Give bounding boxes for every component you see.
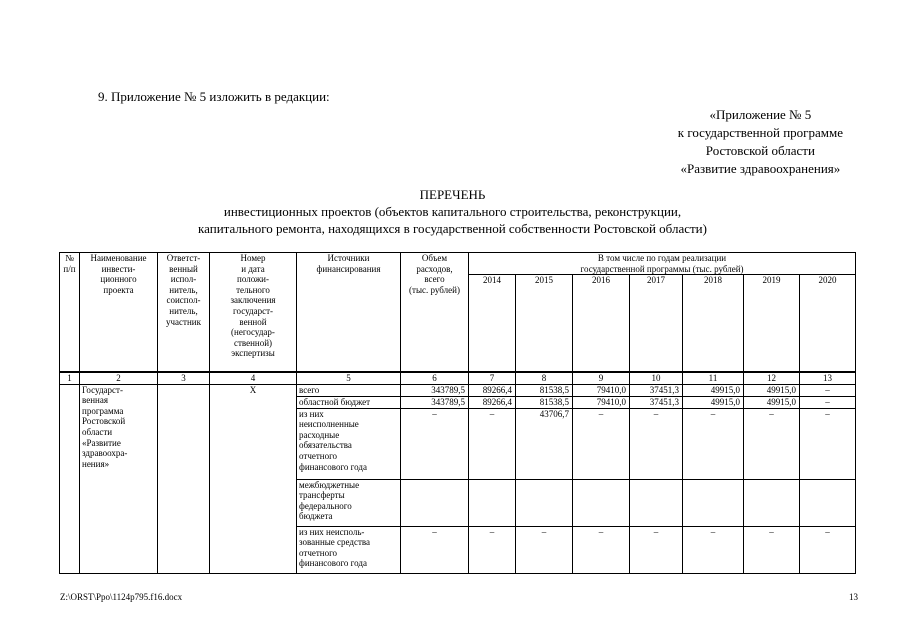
header-sources-text: Источники финансирования <box>316 253 381 274</box>
column-number-cell: 7 <box>469 372 516 384</box>
value-cell: 37451,3 <box>630 384 683 396</box>
header-conclusion-text: Номер и дата положи- тельного заключения государст- венной (негосудар- ственной) экспертизы <box>230 253 276 359</box>
header-responsible <box>158 253 210 373</box>
header-sources <box>297 253 401 373</box>
appendix-line: к государственной программе <box>677 125 843 140</box>
appendix-line: Ростовской области <box>705 143 815 158</box>
document-heading <box>0 186 905 237</box>
value-cell: 89266,4 <box>469 396 516 408</box>
value-cell: – <box>401 526 469 573</box>
value-cell: – <box>683 526 744 573</box>
footer-page-number: 13 <box>849 592 858 602</box>
header-volume-text: Объем расходов, всего (тыс. рублей) <box>409 253 460 295</box>
footer-file-path: Z:\ORST\Ppo\1124p795.f16.docx <box>60 592 183 602</box>
year-header-cell: 2015 <box>516 275 573 372</box>
column-number-cell: 2 <box>80 372 158 384</box>
heading-title: ПЕРЕЧЕНЬ <box>419 187 486 202</box>
table-body <box>60 253 856 574</box>
year-header-cell: 2019 <box>744 275 800 372</box>
header-name-text: Наименование инвести- ционного проекта <box>90 253 147 295</box>
value-cell: 89266,4 <box>469 384 516 396</box>
value-cell: – <box>800 526 856 573</box>
value-cell: 79410,0 <box>573 396 630 408</box>
column-number-cell: 9 <box>573 372 630 384</box>
header-years-caption <box>469 253 856 275</box>
project-responsible-cell <box>158 384 210 573</box>
source-cell: межбюджетные трансферты федерального бюджета <box>297 479 401 526</box>
value-cell: – <box>800 408 856 479</box>
value-cell: 49915,0 <box>683 396 744 408</box>
year-header-cell: 2016 <box>573 275 630 372</box>
column-number-cell: 5 <box>297 372 401 384</box>
header-num-text: № п/п <box>63 253 76 274</box>
heading-line: капитального ремонта, находящихся в государственной собственности Ростовской области) <box>198 221 707 236</box>
value-cell: 81538,5 <box>516 396 573 408</box>
column-number-cell: 3 <box>158 372 210 384</box>
value-cell: – <box>630 408 683 479</box>
value-cell: – <box>573 408 630 479</box>
column-number-cell: 6 <box>401 372 469 384</box>
value-cell: 49915,0 <box>744 396 800 408</box>
value-cell <box>469 479 516 526</box>
column-number-cell: 10 <box>630 372 683 384</box>
value-cell: – <box>800 384 856 396</box>
project-num-cell <box>60 384 80 573</box>
value-cell: – <box>744 526 800 573</box>
appendix-line: «Приложение № 5 <box>709 107 812 122</box>
value-cell <box>401 479 469 526</box>
column-number-row <box>60 372 856 384</box>
value-cell: 343789,5 <box>401 384 469 396</box>
value-cell: 49915,0 <box>683 384 744 396</box>
appendix-caption <box>678 106 843 178</box>
value-cell: – <box>744 408 800 479</box>
header-row <box>60 253 856 275</box>
header-volume <box>401 253 469 373</box>
project-name-cell: Государст- венная программа Ростовской области «Развитие здравоохра- нения» <box>80 384 158 573</box>
project-conclusion-cell: X <box>210 384 297 573</box>
value-cell: – <box>800 396 856 408</box>
value-cell: 343789,5 <box>401 396 469 408</box>
year-header-cell: 2018 <box>683 275 744 372</box>
value-cell: 43706,7 <box>516 408 573 479</box>
value-cell <box>683 479 744 526</box>
value-cell: – <box>516 526 573 573</box>
source-cell: из них неисполь- зованные средства отчетного финансового года <box>297 526 401 573</box>
appendix-line: «Развитие здравоохранения» <box>680 161 841 176</box>
investment-projects-table <box>59 252 856 574</box>
header-years-caption-text: В том числе по годам реализации государственной программы (тыс. рублей) <box>580 253 744 274</box>
year-header-cell: 2017 <box>630 275 683 372</box>
column-number-cell: 1 <box>60 372 80 384</box>
header-conclusion <box>210 253 297 373</box>
year-header-cell: 2014 <box>469 275 516 372</box>
value-cell: – <box>469 526 516 573</box>
heading-line: инвестиционных проектов (объектов капитального строительства, реконструкции, <box>223 204 682 219</box>
column-number-cell: 13 <box>800 372 856 384</box>
year-header-cell: 2020 <box>800 275 856 372</box>
source-cell: всего <box>297 384 401 396</box>
value-cell <box>573 479 630 526</box>
value-cell <box>630 479 683 526</box>
value-cell: 79410,0 <box>573 384 630 396</box>
column-number-cell: 11 <box>683 372 744 384</box>
header-responsible-text: Ответст- венный испол- нитель, соиспол- нитель, участник <box>166 253 201 327</box>
value-cell: 49915,0 <box>744 384 800 396</box>
source-cell: областной бюджет <box>297 396 401 408</box>
header-name <box>80 253 158 373</box>
value-cell: – <box>469 408 516 479</box>
column-number-cell: 4 <box>210 372 297 384</box>
intro-text: 9. Приложение № 5 изложить в редакции: <box>98 89 330 104</box>
value-cell: 37451,3 <box>630 396 683 408</box>
source-cell: из них неисполненные расходные обязательства отчетного финансового года <box>297 408 401 479</box>
value-cell <box>800 479 856 526</box>
value-cell: – <box>683 408 744 479</box>
column-number-cell: 8 <box>516 372 573 384</box>
table-row <box>60 384 856 396</box>
value-cell: 81538,5 <box>516 384 573 396</box>
value-cell <box>744 479 800 526</box>
value-cell: – <box>573 526 630 573</box>
column-number-cell: 12 <box>744 372 800 384</box>
value-cell: – <box>401 408 469 479</box>
value-cell: – <box>630 526 683 573</box>
value-cell <box>516 479 573 526</box>
header-num <box>60 253 80 373</box>
